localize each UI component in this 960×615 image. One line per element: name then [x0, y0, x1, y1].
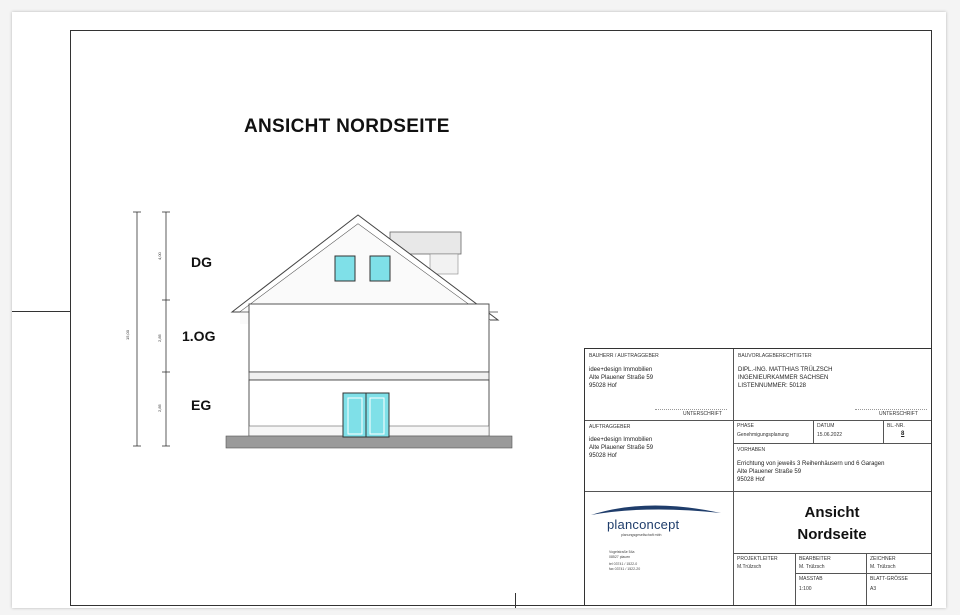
- ground-hatch: [226, 436, 512, 448]
- level-label-og: 1.OG: [182, 328, 216, 344]
- vorhaben-line2: Alte Plauener Straße 59: [737, 469, 802, 475]
- datum-value: 15.06.2022: [817, 432, 843, 438]
- vorhaben-line1: Errichtung von jeweils 3 Reihenhäusern und 6 Garagen: [737, 461, 885, 467]
- auftraggeber-line2: Alte Plauener Straße 59: [589, 445, 654, 451]
- dimension-og: 2,85: [157, 334, 162, 342]
- datum-label: DATUM: [817, 423, 835, 429]
- level-label-dg: DG: [191, 254, 212, 270]
- logo-fax: fax 03741 / 1522-20: [609, 567, 641, 571]
- title-block: [584, 348, 932, 606]
- level-label-eg: EG: [191, 397, 212, 413]
- bauherr-line3: 95028 Hof: [589, 383, 617, 389]
- bauvorlage-line3: LISTENNUMMER: 50128: [738, 383, 807, 389]
- logo-addr1: Vogelstraße 54a: [609, 550, 635, 554]
- dormer-side: [430, 254, 458, 274]
- plan-title-line2: Nordseite: [797, 526, 867, 543]
- zeichner-value: M. Trülzsch: [870, 564, 896, 570]
- roof-window-left: [335, 256, 355, 281]
- plan-title-line1: Ansicht: [804, 504, 860, 521]
- phase-value: Genehmigungsplanung: [737, 432, 789, 438]
- dimension-total: 15,00: [125, 329, 130, 340]
- roof-window-right: [370, 256, 390, 281]
- dimension-eg: 2,85: [157, 404, 162, 412]
- blatt-value: 8: [901, 431, 905, 437]
- blattgroesse-label: BLATT-GRÖSSE: [870, 576, 908, 582]
- bearbeiter-label: BEARBEITER: [799, 556, 831, 562]
- bauherr-line1: idee+design Immobilien: [589, 367, 653, 373]
- vorhaben-line3: 95028 Hof: [737, 477, 765, 483]
- dimension-lines: [133, 212, 170, 446]
- upper-floor: [249, 304, 489, 372]
- bauvorlage-line1: DIPL.-ING. MATTHIAS TRÜLZSCH: [738, 367, 833, 373]
- bauvorlage-signature: UNTERSCHRIFT: [879, 411, 918, 417]
- blattgroesse-value: A3: [870, 586, 877, 592]
- projektleiter-label: PROJEKTLEITER: [737, 556, 778, 562]
- logo-tel: tel 03741 / 1522-0: [609, 562, 638, 566]
- zeichner-label: ZEICHNER: [870, 556, 896, 562]
- bauherr-label: BAUHERR / AUFTRAGGEBER: [589, 353, 659, 359]
- logo-sub: planungsgesellschaft mbh: [621, 533, 662, 537]
- projektleiter-value: M.Trülzsch: [737, 564, 762, 570]
- auftraggeber-label: AUFTRAGGEBER: [589, 424, 631, 430]
- logo-name: planconcept: [607, 517, 680, 532]
- massstab-label: MASSTAB: [799, 576, 823, 582]
- bauvorlage-line2: INGENIEURKAMMER SACHSEN: [738, 375, 829, 381]
- floor-band: [249, 372, 489, 380]
- bauherr-signature: UNTERSCHRIFT: [683, 411, 722, 417]
- dimension-dg: 4,00: [157, 252, 162, 260]
- bauherr-line2: Alte Plauener Straße 59: [589, 375, 654, 381]
- bearbeiter-value: M. Trülzsch: [799, 564, 825, 570]
- bauvorlage-label: BAUVORLAGEBERECHTIGTER: [738, 353, 812, 359]
- drawing-title: ANSICHT NORDSEITE: [244, 116, 450, 137]
- logo-addr2: 08527 plauen: [609, 555, 631, 559]
- blatt-label: BL.-NR.: [887, 423, 905, 429]
- phase-label: PHASE: [737, 423, 754, 429]
- vorhaben-label: VORHABEN: [737, 447, 766, 453]
- massstab-value: 1:100: [799, 586, 812, 592]
- auftraggeber-line3: 95028 Hof: [589, 453, 617, 459]
- auftraggeber-line1: idee+design Immobilien: [589, 437, 653, 443]
